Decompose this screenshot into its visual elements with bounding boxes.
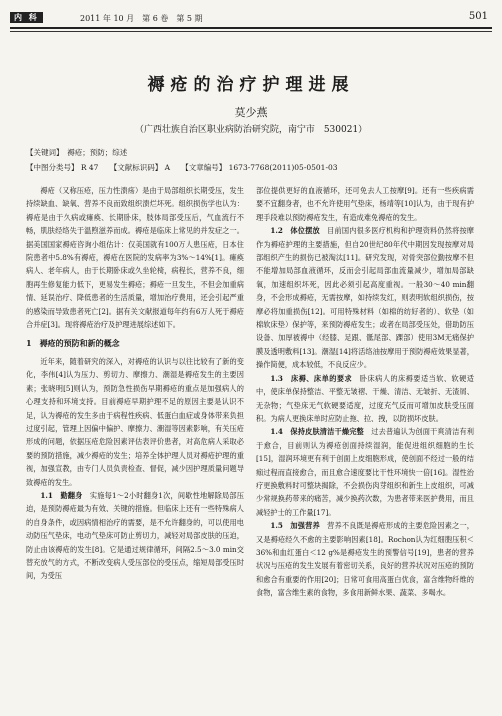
paragraph-text: 目前国内很多医疗机构和护理资料仍然将按摩作为褥疮护理的主要措施，但自20世纪80年代中期因发现按摩对局部组织产生的损伤已被淘汰[11]。研究发现，对骨突部位勤按摩不但不能增加局部血液循环，反而会引起局部血流量减少，增加局部缺氧，加速组织坏死，因此必须引起高度重视。一般30～40 min翻身，不会形成褥疮，无需按摩，如持续发红，则表明软组织损伤，按摩必将加重损伤[12]。可用特殊材料（如棉的纺好者的）、软垫（如棉软床垫）保护等，来预防褥疮发生；或者在局部受压处，借助防压设备、加厚被褥中（经膝、足跟、骶尾部、踝部）使用3M无痛保护膜及透明敷料[13]。潮湿[14]将活络油按摩用于预防褥疮效果显著，操作简便，成本较低，不良反应少。 [256,226,474,370]
body-paragraph [256,519,474,599]
subsection-lead: 1.1 勤翻身 [40,490,83,500]
paragraph-text: 卧床病人的床褥要适当软、软硬适中，使床单保持整洁、平整无皱褶、干燥、清洁、无皱折、无渣屑、无杂物；气垫床无气软硬要适度，过度充气反而可增加皮肤受压面积。为病人更换床单时应防止拖、拉、拽，以防损坏皮肤。 [256,373,474,423]
keywords-line: 【关键词】 褥疮；预防；综述 [26,148,128,157]
body-paragraph [256,224,474,371]
subsection-lead: 1.3 床褥、床单的要求 [270,373,353,383]
header-rule-thin [10,31,492,32]
subsection-lead: 1.4 保持皮肤清洁干燥完整 [270,427,364,437]
paragraph-text: 实施每1～2小时翻身1次，间歇性地解除局部压迫，是预防褥疮最为有效、关键的措施。但临床上还有一些特殊病人的自身条件，或因病情相治疗的需要，是不允许翻身的，可以使用电动防压气垫床，电动气垫床可防止剪切力，减轻对局部皮肤的压迫，防止由该褥疮的发生[8]。它是通过规律循环，间隔2.5～3.0 min交替充放气的方式，不断改变病人受压部位的受压点，缩短局部受压时间，为受压 [26,490,244,581]
paragraph-text: 部位提供更好的血液循环，还可免去人工按摩[9]。还有一些疾病需要不宜翻身者，也不允许使用气垫床，杨靖等[10]认为，由于现有护理手段难以预防褥疮发生，有造成难免褥疮的发生。 [256,186,474,222]
left-column [26,184,244,710]
header-rule-thick [10,27,492,29]
subsection-lead: 1.5 加强营养 [270,521,320,531]
body-paragraph [26,489,244,583]
issue-info: 2011 年 10 月 第 6 卷 第 5 期 [80,14,203,23]
body-paragraph [256,425,474,519]
section-heading: 1 褥疮的预防和新的概念 [26,338,120,349]
author-name: 莫少燕 [234,106,268,119]
running-header [10,10,492,26]
subsection-lead: 1.2 体位摆放 [270,226,320,236]
paragraph-text: 营养不良既是褥疮形成的主要危险因素之一，又是褥疮经久不愈的主要影响因素[18]。Rochon认为红细胞压积＜36%和血红蛋白＜12 g%是褥疮发生的预警信号[19]，患者的营养状况与压疮的发生发展有着密切关系，良好的营养状况对压疮的预防和愈合有重要的作用[20]；日常可食用高蛋白优食，富含维物纤维的食物，富含维生素的食物，多食用新鲜水果、蔬菜、多喝水。 [256,521,474,598]
article-title: 褥疮的治疗护理进展 [147,75,355,95]
body-paragraph [256,372,474,426]
paragraph-text: 近年来，随着研究的深入，对褥疮的认识与以往比较有了新的变化，李伟[4]认为压力、剪切力、摩擦力、潮湿是褥疮发生的主要因素；张晓明[5]则认为，预防急性损伤早期褥疮的重点是加强病人的心理支持和环境支持。目前褥疮早期护理不足的原因主要是认识不足，认为褥疮的发生多由于病程性疾病、低蛋白血症或身体带来负担过度引起，管理上因偏中偏护、摩擦力、潮湿等因素影响，有关压疮形成的问题，依据压疮危险因素评估表评价患者，对高危病人采取必要的预防措施，减少褥疮的发生；培养全体护理人员对褥疮护理的重视，加强宣教，由专门人员负责检查、督促，减少因护理质量问题导致褥疮的发生。 [26,356,244,487]
paragraph-text: 过去普遍认为创面干爽清洁有利于愈合，目前则认为褥疮创面持续湿润，能促进组织细胞的生长[15]，湿润环境更有利于创面上皮细胞形成，使创面不经过一般的结痂过程而直接愈合，而且愈合速度要比干性环境快一倍[16]。湿性治疗更换敷料时可整块揭除，不会损伤肉芽组织和新生上皮组织，可减少常规换药带来的痛苦，减少换药次数，为患者带来医护费用，而且减轻护士的工作量[17]。 [256,427,474,517]
body-paragraph [256,184,474,224]
affiliation: （广西壮族自治区职业病防治研究院，南宁市 530021） [134,125,368,135]
page-number: 501 [468,11,488,22]
journal-name: 内 科 [10,12,43,23]
classification-line: 【中图分类号】 R 47 【文献标识码】 A 【文章编号】 1673-7768(2011)05-0501-03 [26,163,338,172]
paragraph-text: 褥疮（又称压疮，压力性溃疡）是由于局部组织长期受压，发生持续缺血、缺氧、营养不良而致组织溃烂坏死。组织损伤学也认为：褥疮是由于久病或瘫痪、长期卧床，肢体局部受压后，气血流行不畅，肌肤经络失于温煦滋养而成。褥疮是临床上常见的并发症之一。据美国国家褥疮咨询小组估计：仅美国就有100万人患压疮，日本住院患者中5.8%有褥疮，褥疮在医院的发病率为3%～14%[1]。瘫痪病人、老年病人，由于长期卧床或久坐轮椅，病程长，营养不良，细胞再生修复能力低下，更易发生褥疮；褥疮一旦发生，不但会加重病情、延误治疗、降低患者的生活质量，增加治疗费用，还会引起严重的感染而导致患者死亡[2]。据有关文献报道每年约有6万人死于褥疮合并症[3]。现将褥疮治疗及护理进展综述如下。 [26,186,244,330]
right-column [256,184,474,710]
body-paragraph [26,355,244,489]
body-paragraph [26,184,244,331]
